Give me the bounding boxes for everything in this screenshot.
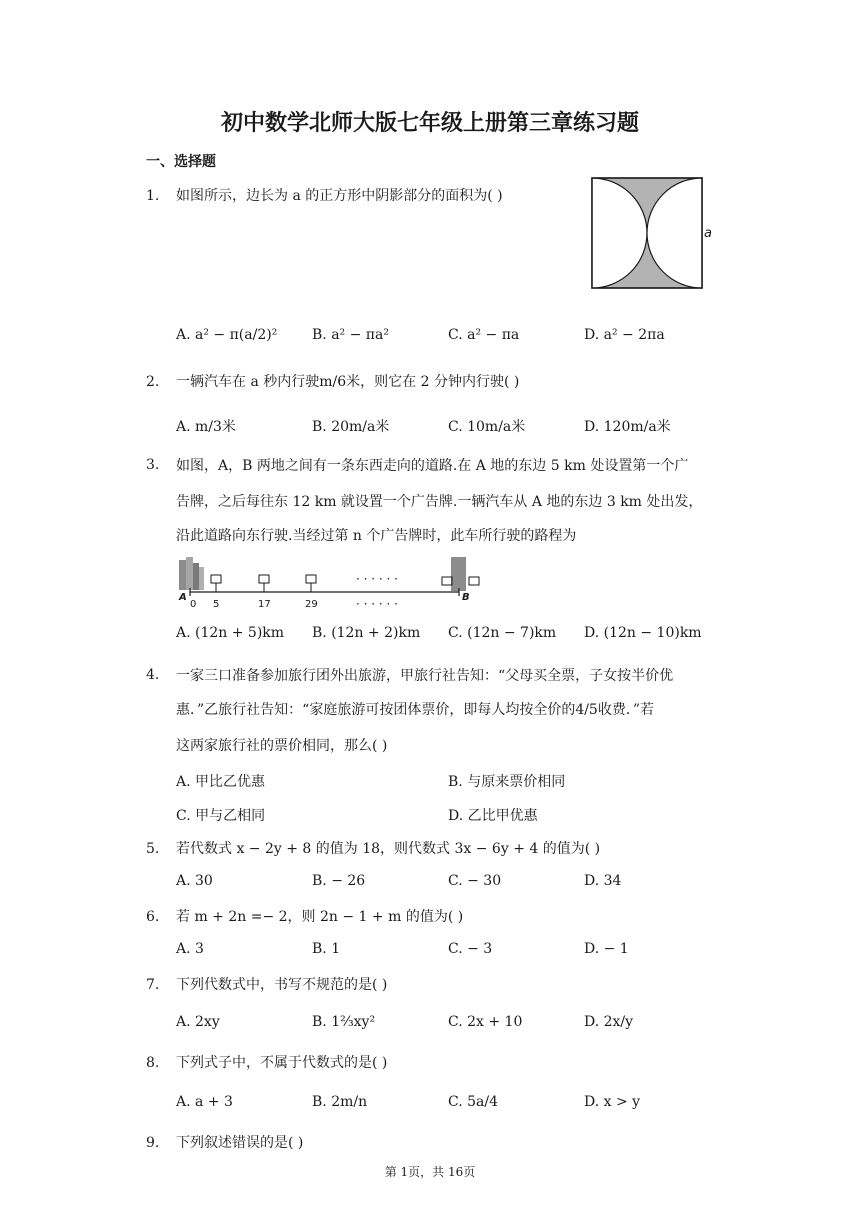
q7-option-b: B. 1⅔xy² bbox=[312, 1014, 376, 1030]
q4-option-c: C. 甲与乙相同 bbox=[176, 808, 266, 824]
q3-option-d: D. (12n − 10)km bbox=[584, 625, 702, 641]
question-number: 7. bbox=[146, 977, 160, 993]
q2-option-b: B. 20m/a米 bbox=[312, 419, 390, 435]
q3-option-c: C. (12n − 7)km bbox=[448, 625, 557, 641]
question-text: 下列代数式中，书写不规范的是( ) bbox=[176, 977, 388, 993]
side-label: a bbox=[704, 226, 712, 241]
q1-option-d: D. a² − 2πa bbox=[584, 327, 665, 343]
tick-0: 0 bbox=[190, 599, 197, 610]
q6-option-c: C. − 3 bbox=[448, 941, 493, 957]
q4-option-b: B. 与原来票价相同 bbox=[448, 774, 566, 790]
q1-option-c: C. a² − πa bbox=[448, 327, 520, 343]
question-number: 3. bbox=[146, 457, 160, 473]
q6-option-b: B. 1 bbox=[312, 941, 341, 957]
q6-option-a: A. 3 bbox=[176, 941, 204, 957]
dots-bottom: · · · · · · bbox=[356, 597, 398, 611]
section-heading: 一、选择题 bbox=[146, 154, 216, 170]
q4-line-1: 一家三口准备参加旅行团外出旅游，甲旅行社告知：“父母买全票，子女按半价优 bbox=[176, 668, 674, 684]
question-number: 1. bbox=[146, 188, 160, 204]
dots-top: · · · · · · bbox=[356, 572, 398, 586]
q7-option-c: C. 2x + 10 bbox=[448, 1014, 523, 1030]
q3-line-1: 如图，A，B 两地之间有一条东西走向的道路.在 A 地的东边 5 km 处设置第一个广 bbox=[176, 458, 689, 474]
question-number: 5. bbox=[146, 841, 160, 857]
tick-17: 17 bbox=[258, 599, 271, 610]
question-text: 若代数式 x − 2y + 8 的值为 18，则代数式 3x − 6y + 4 的值为( ) bbox=[176, 841, 601, 857]
q5-option-c: C. − 30 bbox=[448, 873, 502, 889]
q4-line-2: 惠．”乙旅行社告知：“家庭旅游可按团体票价，即每人均按全价的4/5收费．”若 bbox=[176, 702, 655, 718]
q7-option-d: D. 2x/y bbox=[584, 1014, 634, 1030]
question-text: 下列叙述错误的是( ) bbox=[176, 1135, 304, 1151]
question-number: 9. bbox=[146, 1135, 160, 1151]
page-footer: 第 1页，共 16页 bbox=[384, 1165, 476, 1179]
q3-option-a: A. (12n + 5)km bbox=[176, 625, 285, 641]
q8-option-d: D. x > y bbox=[584, 1094, 641, 1110]
q3-line-2: 告牌，之后每往东 12 km 就设置一个广告牌.一辆汽车从 A 地的东边 3 km 处出发， bbox=[176, 494, 703, 510]
q3-option-b: B. (12n + 2)km bbox=[312, 625, 421, 641]
question-text: 一辆汽车在 a 秒内行驶m/6米，则它在 2 分钟内行驶( ) bbox=[176, 374, 520, 390]
label-a: A bbox=[179, 592, 187, 603]
q8-option-b: B. 2m/n bbox=[312, 1094, 368, 1110]
q2-option-c: C. 10m/a米 bbox=[448, 419, 526, 435]
q8-option-c: C. 5a/4 bbox=[448, 1094, 498, 1110]
question-number: 4. bbox=[146, 667, 160, 683]
question-text: 下列式子中，不属于代数式的是( ) bbox=[176, 1055, 388, 1071]
question-text: 如图所示，边长为 a 的正方形中阴影部分的面积为( ) bbox=[176, 188, 503, 204]
q2-option-a: A. m/3米 bbox=[176, 419, 236, 435]
page-title: 初中数学北师大版七年级上册第三章练习题 bbox=[220, 111, 639, 136]
q4-option-d: D. 乙比甲优惠 bbox=[448, 808, 538, 824]
q6-option-d: D. − 1 bbox=[584, 941, 629, 957]
question-number: 6. bbox=[146, 909, 160, 925]
q1-option-b: B. a² − πa² bbox=[312, 327, 389, 343]
q3-line-3: 沿此道路向东行驶.当经过第 n 个广告牌时，此车所行驶的路程为 bbox=[176, 528, 577, 544]
q8-option-a: A. a + 3 bbox=[176, 1094, 233, 1110]
question-number: 8. bbox=[146, 1055, 160, 1071]
tick-29: 29 bbox=[305, 599, 318, 610]
question-text: 若 m + 2n =− 2，则 2n − 1 + m 的值为( ) bbox=[176, 909, 464, 925]
q5-option-a: A. 30 bbox=[176, 873, 213, 889]
question-number: 2. bbox=[146, 374, 160, 390]
label-b: B bbox=[462, 592, 470, 603]
q4-line-3: 这两家旅行社的票价相同，那么( ) bbox=[176, 738, 388, 754]
q4-option-a: A. 甲比乙优惠 bbox=[176, 774, 266, 790]
square-figure bbox=[586, 174, 726, 294]
q2-option-d: D. 120m/a米 bbox=[584, 419, 671, 435]
q7-option-a: A. 2xy bbox=[176, 1014, 220, 1030]
tick-5: 5 bbox=[213, 599, 220, 610]
road-diagram bbox=[176, 555, 486, 613]
q5-option-b: B. − 26 bbox=[312, 873, 366, 889]
q5-option-d: D. 34 bbox=[584, 873, 622, 889]
q1-option-a: A. a² − π(a/2)² bbox=[176, 327, 278, 343]
